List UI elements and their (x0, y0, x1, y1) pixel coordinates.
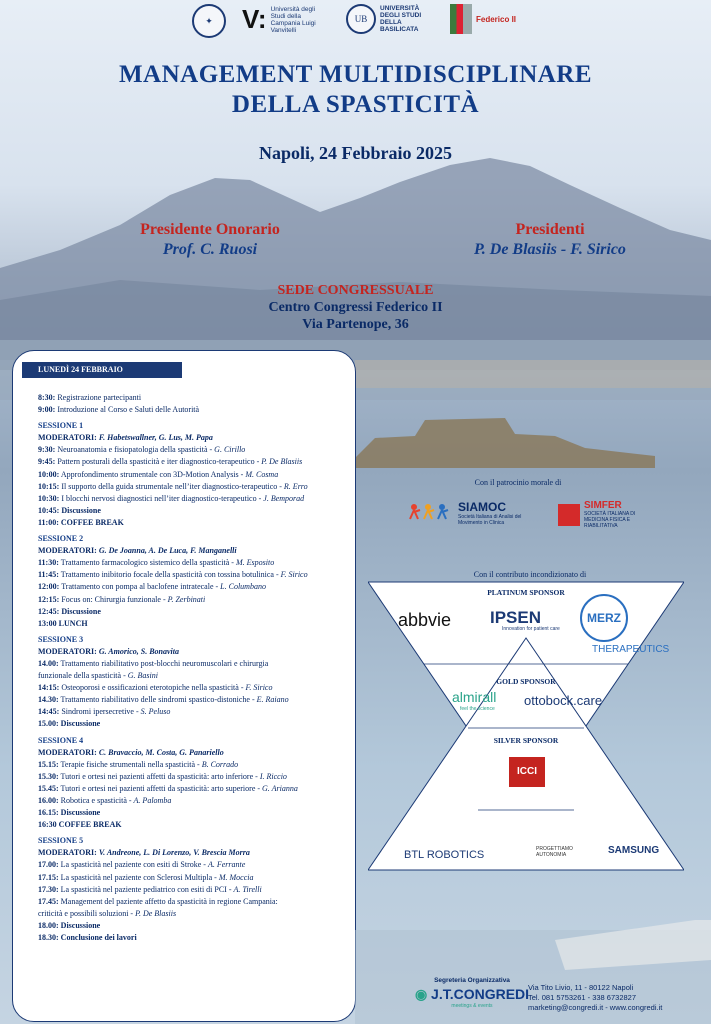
program-row (38, 505, 350, 517)
moderators-label: MODERATORI: (38, 546, 97, 556)
program-row (38, 759, 350, 771)
federico-ii-seal-logo: ✦ (192, 4, 226, 38)
moderators-label: MODERATORI: (38, 848, 97, 858)
presidents-block (420, 220, 680, 260)
program-row (38, 706, 350, 718)
siamoc-subtitle: Società Italiana di Analisi del Movimento in Clinica (458, 514, 522, 526)
program-row (38, 795, 350, 807)
program-row (38, 694, 350, 706)
program-row (38, 932, 350, 944)
program-topic: Pattern posturali della spasticità e iter diagnostico-terapeutico - (57, 457, 262, 467)
program-row (38, 884, 350, 896)
program-speaker: E. Raiano (256, 695, 289, 705)
simfer-logo (558, 500, 644, 529)
program-topic: Sindromi ipersecretive - (61, 707, 141, 717)
castle-illustration (355, 408, 655, 468)
program-row (38, 493, 350, 505)
program-topic: Trattamento farmacologico sistemico della spasticità - (60, 558, 236, 568)
moderators-names: G. De Joanna, A. De Luca, F. Manganelli (98, 546, 237, 556)
program-time: 9:30: (38, 445, 56, 455)
program-speaker: P. De Blasiis (261, 457, 303, 467)
congredi-mark-icon: ◉ (414, 986, 428, 1002)
program-time: 14.30: (38, 695, 59, 705)
program-row (38, 658, 350, 670)
almirall-logo: almirall (452, 689, 497, 705)
moderators-label: MODERATORI: (38, 646, 97, 656)
program-speaker: G. Basini (127, 671, 158, 681)
program-time: 18.00: (38, 920, 59, 930)
venue-line-2: Via Partenope, 36 (302, 317, 409, 332)
title-line-2: DELLA SPASTICITÀ (231, 91, 480, 118)
session-moderators (38, 545, 350, 557)
organizer-name: ◉ J.T.CONGREDI (414, 986, 530, 1002)
program-time: 14:15: (38, 683, 60, 693)
federico-ii-text: Federico II (476, 14, 517, 24)
program-time: 14.00: (38, 658, 59, 668)
program-row (38, 771, 350, 783)
program-time: 11:00: (38, 517, 59, 527)
program-speaker: S. Peluso (140, 707, 171, 717)
siamoc-name: SIAMOC (458, 500, 506, 514)
abbvie-logo: abbvie (398, 610, 452, 630)
siamoc-logo (406, 500, 522, 526)
organizer-label: Segreteria Organizzativa (434, 977, 510, 984)
unibas-logo: UB UNIVERSITÀ DEGLI STUDI DELLA BASILICATA (346, 4, 436, 34)
program-speaker: A. Palomba (133, 796, 172, 805)
program-row (38, 819, 350, 831)
program-row (38, 859, 350, 871)
program-topic: La spasticità nel paziente pediatrico con esiti di PCI - (60, 884, 234, 894)
moderators-label: MODERATORI: (38, 747, 97, 757)
program-topic: Trattamento riabilitativo post-blocchi neuromuscolari e chirurgia (60, 658, 269, 668)
program-speaker: I. Riccio (259, 771, 287, 781)
gold-label: GOLD SPONSOR (496, 677, 556, 686)
program-speaker: L. Columbano (220, 582, 266, 592)
program-time: 17.30: (38, 884, 59, 894)
organizer-block (410, 977, 534, 1009)
venue-block (0, 282, 711, 333)
program-topic: COFFEE BREAK (58, 820, 122, 830)
program-speaker: P. Zerbinati (167, 594, 206, 604)
program-topic: Neuroanatomia e fisiopatologia della spasticità - (57, 445, 215, 455)
simfer-name: SIMFER (584, 500, 622, 511)
presidents-label: Presidenti (515, 221, 585, 238)
program-time: 15.00: (38, 719, 59, 729)
program-topic: La spasticità nel paziente con Sclerosi Multipla - (60, 872, 219, 882)
program-speaker: B. Corrado (201, 759, 239, 769)
program-speaker: G. Arianna (262, 783, 298, 793)
vanvitelli-text: Università degli Studi della Campania Luigi Vanvitelli (270, 5, 316, 34)
honorary-president-block (80, 220, 340, 260)
ottobock-logo: ottobock.care (524, 693, 603, 708)
program-speaker: F. Sirico (280, 570, 308, 580)
program-speaker: A. Ferrante (207, 860, 246, 870)
program-row (38, 606, 350, 618)
vanvitelli-logo: V: Università degli Studi della Campania Luigi Vanvitelli (242, 4, 331, 35)
program-row (38, 557, 350, 569)
organizer-web: marketing@congredi.it - www.congredi.it (528, 1003, 663, 1012)
program-time: 12:15: (38, 594, 60, 604)
venue-label: SEDE CONGRESSUALE (277, 283, 434, 298)
session-title: SESSIONE 2 (38, 534, 84, 544)
honorary-president-name: Prof. C. Ruosi (162, 241, 258, 258)
moderators-names: F. Habetswallner, G. Lus, M. Papa (98, 433, 213, 443)
program-row (38, 807, 350, 819)
program-time: 10:45: (38, 505, 60, 515)
program-list (38, 392, 350, 944)
program-time: 15.30: (38, 771, 59, 781)
program-speaker: J. Bemporad (263, 493, 305, 503)
sponsor-funnel (368, 580, 684, 876)
organizer-address: Via Tito Livio, 11 - 80122 Napoli (528, 983, 634, 992)
program-speaker: P. De Blasiis (135, 908, 177, 918)
program-topic: La spasticità nel paziente con esiti di Stroke - (60, 860, 208, 870)
program-row (38, 481, 350, 493)
program-topic: Discussione (60, 920, 101, 930)
program-row (38, 456, 350, 468)
program-topic: Management del paziente affetto da spasticità in regione Campania: (60, 896, 278, 906)
program-time: 13:00 (38, 618, 57, 628)
session-moderators (38, 747, 350, 759)
program-speaker: M. Moccia (218, 872, 254, 882)
program-time: 12:45: (38, 606, 60, 616)
logo-bar (0, 4, 711, 44)
program-time: 16:30 (38, 820, 57, 830)
ipsen-logo: IPSEN (490, 608, 542, 627)
program-row (38, 896, 350, 908)
honorary-president-label: Presidente Onorario (140, 221, 280, 238)
program-topic: Discussione (60, 808, 101, 818)
program-row (38, 444, 350, 456)
program-topic: Discussione (61, 606, 101, 616)
program-time: 17.45: (38, 896, 59, 906)
program-topic: Terapie fisiche strumentali nella spasticità - (60, 759, 202, 769)
session-moderators (38, 646, 350, 658)
program-speaker: M. Esposito (235, 558, 275, 568)
program-topic: Trattamento con pompa al baclofene intratecale - (61, 582, 221, 592)
icci-logo: ICCI (509, 757, 545, 787)
program-row (38, 783, 350, 795)
program-topic: Discussione (61, 505, 101, 515)
program-row (38, 618, 350, 630)
program-topic: criticità e possibili soluzioni - (38, 908, 136, 918)
merz-logo: MERZ (580, 594, 628, 642)
title-line-1: MANAGEMENT MULTIDISCIPLINARE (118, 61, 593, 88)
program-topic: Approfondimento strumentale con 3D-Motion Analysis - (60, 469, 246, 479)
session-moderators (38, 432, 350, 444)
federico-ii-hospital-logo (450, 4, 516, 34)
program-time: 10:00: (38, 469, 60, 479)
silver-label: SILVER SPONSOR (493, 736, 559, 745)
page-title (0, 60, 711, 120)
program-topic: Conclusione dei lavori (60, 933, 137, 943)
session-title: SESSIONE 4 (38, 735, 84, 745)
moderators-label: MODERATORI: (38, 433, 97, 443)
program-time: 14:45: (38, 707, 60, 717)
samsung-logo: SAMSUNG (608, 845, 660, 856)
program-row (38, 682, 350, 694)
venue-line-1: Centro Congressi Federico II (268, 300, 443, 315)
program-time: 11:30: (38, 558, 59, 568)
program-speaker: M. Cosma (245, 469, 279, 479)
program-time: 18.30: (38, 933, 59, 943)
progettiamo-autonomia-logo: PROGETTIAMO AUTONOMIA (536, 846, 573, 858)
program-row (38, 718, 350, 730)
organizer-phone: Tel. 081 5753261 - 338 6732827 (528, 993, 637, 1002)
unibas-text: UNIVERSITÀ DEGLI STUDI DELLA BASILICATA (380, 5, 422, 33)
moderators-names: C. Bravaccio, M. Costa, G. Panariello (98, 747, 224, 757)
program-time: 10:15: (38, 481, 60, 491)
patronage-label: Con il patrocinio morale di (474, 478, 562, 487)
program-row: 9:00: Introduzione al Corso e Saluti delle Autorità (38, 405, 200, 415)
program-row (38, 908, 350, 920)
organizer-tagline: meetings & events (451, 1003, 493, 1009)
program-topic: Robotica e spasticità - (60, 796, 134, 805)
program-topic: COFFEE BREAK (60, 517, 124, 527)
program-topic: LUNCH (58, 618, 88, 628)
program-time: 10:30: (38, 493, 60, 503)
program-row (38, 920, 350, 932)
program-speaker: F. Sirico (245, 683, 273, 693)
program-topic: Osteoporosi e ossificazioni eterotopiche nella spasticità - (61, 683, 246, 693)
almirall-tagline: feel the science (460, 706, 495, 712)
program-time: 11:45: (38, 570, 59, 580)
simfer-mark-icon (558, 504, 580, 526)
event-date: Napoli, 24 Febbraio 2025 (258, 143, 452, 163)
program-time: 16.00: (38, 796, 59, 805)
presidents-names: P. De Blasiis - F. Sirico (474, 241, 626, 258)
simfer-subtitle: SOCIETÀ ITALIANA DI MEDICINA FISICA E RIABILITATIVA (584, 511, 636, 529)
platinum-label: PLATINUM SPONSOR (487, 588, 565, 597)
organizer-contact (528, 983, 708, 1013)
program-time: 17.15: (38, 872, 59, 882)
program-topic: Il supporto della guida strumentale nell’iter diagnostico-terapeutico - (61, 481, 284, 491)
sponsor-intro-label: Con il contributo incondizionato di (473, 570, 587, 579)
program-time: 9:45: (38, 457, 56, 467)
session-title: SESSIONE 5 (38, 836, 84, 846)
session-title: SESSIONE 3 (38, 634, 84, 644)
program-speaker: A. Tirelli (233, 884, 262, 894)
program-topic: Discussione (60, 719, 101, 729)
program-row (38, 872, 350, 884)
program-topic: Tutori e ortesi nei pazienti affetti da spasticità: arto inferiore - (60, 771, 260, 781)
program-row (38, 581, 350, 593)
program-row (38, 517, 350, 529)
program-speaker: R. Erro (283, 481, 308, 491)
ipsen-tagline: Innovation for patient care (502, 626, 560, 632)
program-time: 17.00: (38, 860, 59, 870)
moderators-names: G. Amorico, S. Bonavita (98, 646, 179, 656)
program-topic: Focus on: Chirurgia funzionale - (61, 594, 168, 604)
program-topic: Tutori e ortesi nei pazienti affetti da spasticità: arto superiore - (60, 783, 263, 793)
session-title: SESSIONE 1 (38, 421, 84, 431)
program-row (38, 594, 350, 606)
runners-icon (406, 501, 454, 525)
program-time: 16.15: (38, 808, 59, 818)
program-row (38, 569, 350, 581)
session-moderators (38, 847, 350, 859)
program-day-header: LUNEDÌ 24 FEBBRAIO (22, 362, 182, 378)
merz-tagline: THERAPEUTICS (592, 644, 670, 655)
program-topic: Trattamento inibitorio focale della spasticità con tossina botulinica - (60, 570, 281, 580)
program-topic: I blocchi nervosi diagnostici nell’iter diagnostico-terapeutico - (61, 493, 264, 503)
program-time: 15.15: (38, 759, 59, 769)
program-row (38, 469, 350, 481)
program-row: 8:30: Registrazione partecipanti (38, 393, 142, 402)
program-time: 12:00: (38, 582, 60, 592)
program-row (38, 670, 350, 682)
btl-robotics-logo: BTL ROBOTICS (404, 849, 485, 861)
program-topic: funzionale della spasticità - (38, 671, 128, 681)
program-topic: Trattamento riabilitativo delle sindromi spastico-distoniche - (60, 695, 257, 705)
program-speaker: G. Cirillo (214, 445, 246, 455)
program-time: 15.45: (38, 783, 59, 793)
sessions-container (38, 420, 350, 944)
moderators-names: V. Andreone, L. Di Lorenzo, V. Brescia Morra (98, 848, 250, 858)
